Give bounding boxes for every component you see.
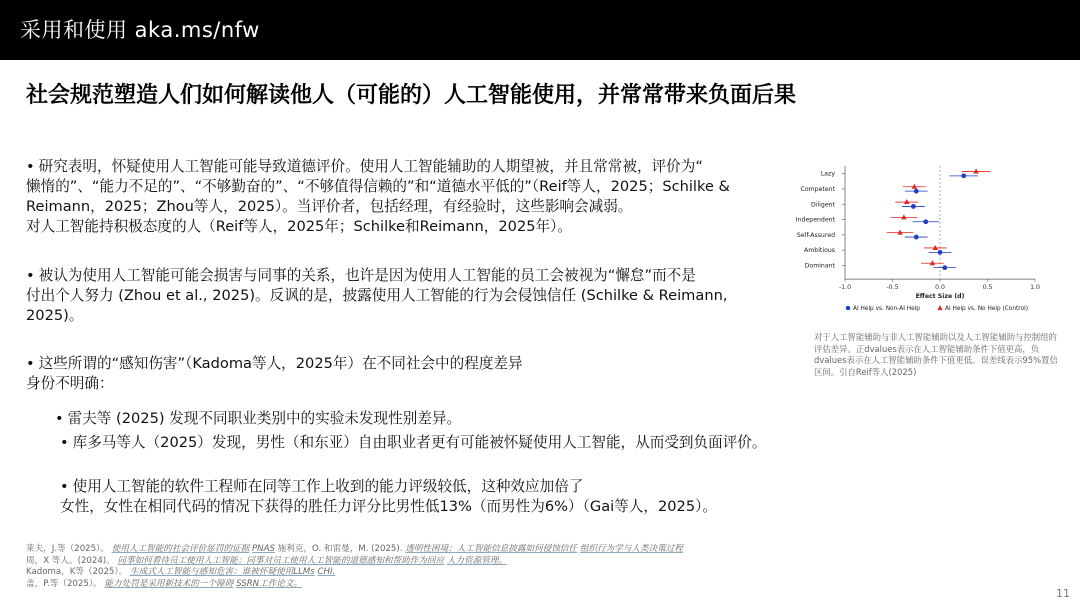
y-category-label: Independent [795, 216, 835, 224]
y-category-label: Competent [800, 185, 835, 193]
ref-journal: 组织行为学与人类决策过程 [579, 544, 683, 554]
bullet-text: 付出个人努力 (Zhou et al., 2025)。反讽的是，披露使用人工智能的行为会侵蚀信任 (Schilke & Reimann, [26, 287, 728, 304]
ref-link[interactable]: 使用人工智能的社会评价惩罚的证据 [111, 544, 250, 554]
x-axis-label: Effect Size (d) [915, 293, 965, 301]
legend-marker-triangle [937, 305, 942, 310]
x-tick-label: -1.0 [838, 284, 852, 292]
sub-bullet-kadoma [60, 433, 766, 453]
bullet-text: 懒惰的”、“能力不足的”、“不够勤奋的”、“不够值得信赖的”和“道德水平低的”（Reif等人，2025；Schilke & [26, 178, 730, 195]
x-tick-label: 0.0 [935, 284, 945, 292]
y-category-label: Lazy [820, 170, 835, 178]
sub-bullet-reif [55, 409, 461, 429]
y-category-label: Diligent [810, 201, 835, 209]
legend-label: AI Help vs. No Help (Control) [945, 306, 1028, 313]
bullet-text: 被认为使用人工智能可能会损害与同事的关系，也许是因为使用人工智能的员工会被视为“懈怠”而不是 [38, 267, 696, 284]
ref-text: 莱夫，J.等（2025）。 [26, 544, 109, 554]
slide-header-title: 采用和使用 aka.ms/nfw [20, 18, 260, 42]
bullet-dot: • [26, 267, 35, 284]
data-point-circle [914, 235, 919, 240]
data-point-triangle [904, 199, 910, 204]
legend-label: AI Help vs. Non-AI Help [853, 306, 920, 313]
data-point-circle [914, 189, 919, 194]
ref-link[interactable]: 生成式人工智能与感知危害：谁被怀疑使用LLMs [130, 567, 315, 577]
ref-journal: SSRN工作论文。 [236, 578, 303, 589]
bullet-perceived-harm [26, 354, 676, 394]
chart-caption: 对于人工智能辅助与非人工智能辅助以及人工智能辅助与控制组的评估差异。正dvalues表示在人工智能辅助条件下值更高，负dvalues表示在人工智能辅助条件下值更低。误差线表示95%置信区间。引自Reif等人(2025) [814, 332, 1058, 377]
references [26, 544, 886, 590]
data-point-circle [961, 173, 966, 178]
ref-link[interactable]: 透明性困境：人工智能信息披露如何侵蚀信任 [405, 544, 578, 554]
x-tick-label: -0.5 [886, 284, 899, 292]
data-point-circle [942, 265, 947, 270]
ref-journal: PNAS [251, 544, 275, 554]
bullet-text: 研究表明，怀疑使用人工智能可能导致道德评价。使用人工智能辅助的人期望被，并且常常被，评价为“ [38, 158, 703, 175]
bullet-text: 2025)。 [26, 307, 84, 324]
data-point-triangle [912, 184, 918, 189]
y-category-label: Self-Assured [796, 231, 835, 239]
bullet-dot: • [26, 355, 35, 372]
data-point-triangle [932, 245, 938, 250]
sub-bullet-gai [60, 477, 820, 517]
data-point-triangle [930, 260, 936, 265]
bullet-text: 使用人工智能的软件工程师在同等工作上收到的能力评级较低，这种效应加倍了 [72, 478, 584, 495]
data-point-circle [911, 204, 916, 209]
ref-link[interactable]: 同事如何看待员工使用人工智能：同事对员工使用人工智能的道德感知和帮助作为回应 [117, 555, 445, 566]
reference-3 [26, 567, 886, 579]
reference-1 [26, 544, 886, 556]
bullet-colleague-relations [26, 266, 776, 326]
data-point-triangle [901, 214, 907, 219]
bullet-text: 库多马等人（2025）发现，男性（和东亚）自由职业者更有可能被怀疑使用人工智能，从而受到负面评价。 [72, 434, 767, 451]
slide-heading: 社会规范塑造人们如何解读他人（可能的）人工智能使用，并常常带来负面后果 [26, 83, 797, 108]
data-point-circle [938, 250, 943, 255]
bullet-research-findings [26, 157, 776, 237]
bullet-text: 身份不明确： [26, 375, 114, 392]
bullet-dot: • [26, 158, 35, 175]
top-bar [0, 0, 1080, 60]
bullet-dot: • [55, 410, 64, 427]
ref-text: 周，X 等人。(2024)。 [26, 555, 115, 566]
ref-link[interactable]: 能力处罚是采用新技术的一个障碍 [104, 578, 234, 589]
legend-marker-circle [846, 306, 850, 310]
bullet-text: 对人工智能持积极态度的人（Reif等人，2025年；Schilke和Reimann，2025年）。 [26, 218, 573, 235]
y-category-label: Dominant [804, 262, 835, 270]
ref-journal: 人力资源管理。 [446, 555, 507, 566]
bullet-dot: • [60, 434, 69, 451]
data-point-triangle [897, 230, 903, 235]
ref-text: 施利克，O. 和雷曼，M. (2025). [277, 544, 403, 554]
bullet-text: Reimann，2025；Zhou等人，2025）。当评价者，包括经理，有经验时，这些影响会减弱。 [26, 198, 633, 215]
ref-text: 盖，P.等（2025）。 [26, 578, 102, 589]
bullet-text: 这些所谓的“感知伤害”（Kadoma等人，2025年）在不同社会中的程度差异 [38, 355, 523, 372]
data-point-circle [923, 219, 928, 224]
ref-journal: CHI. [317, 567, 336, 577]
reference-2 [26, 556, 886, 568]
data-point-triangle [973, 168, 979, 173]
page-number: 11 [1056, 587, 1070, 600]
x-tick-label: 0.5 [982, 284, 993, 292]
bullet-dot: • [60, 478, 69, 495]
effect-size-chart [790, 162, 1050, 322]
bullet-text: 雷夫等 (2025) 发现不同职业类别中的实验未发现性别差异。 [67, 410, 462, 427]
ref-text: Kadoma，K等（2025）。 [26, 567, 128, 577]
x-tick-label: 1.0 [1030, 284, 1040, 292]
reference-4 [26, 579, 886, 591]
bullet-text: 女性，女性在相同代码的情况下获得的胜任力评分比男性低13%（而男性为6%）（Gai等人，2025）。 [60, 498, 718, 515]
y-category-label: Ambitious [804, 247, 835, 255]
